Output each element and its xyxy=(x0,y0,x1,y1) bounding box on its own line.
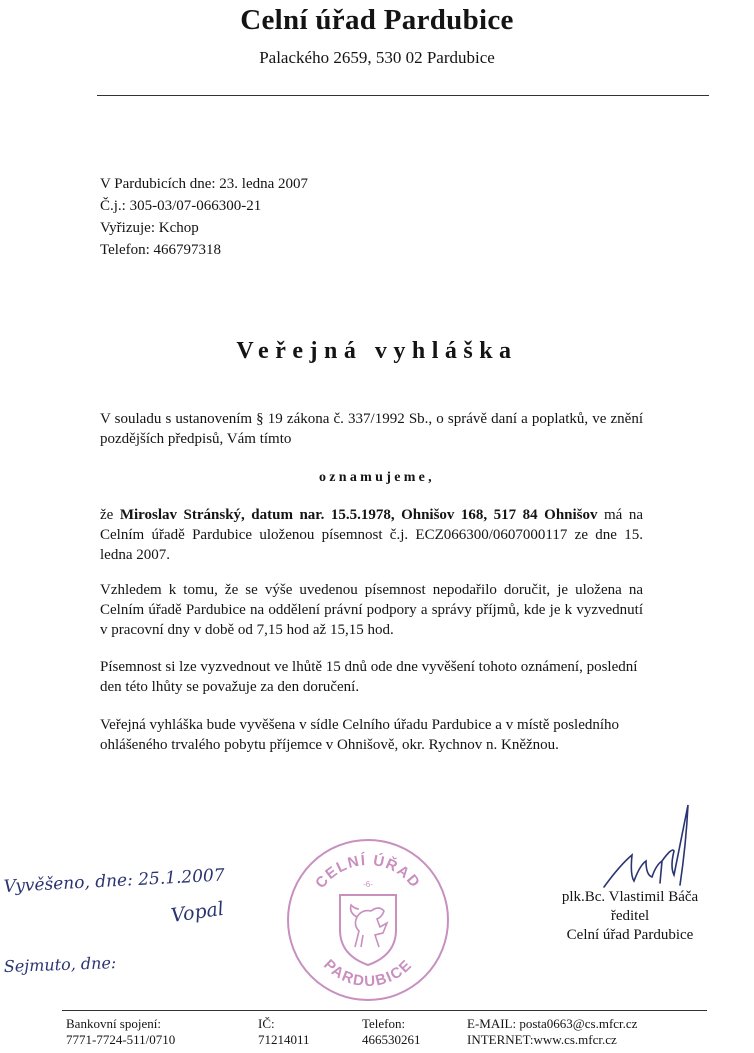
header-divider xyxy=(97,95,709,96)
signatory-role: ředitel xyxy=(610,908,650,924)
removed-date-note: Sejmuto, dne: xyxy=(3,953,117,976)
deadline-paragraph: Písemnost si lze vyzvednout ve lhůtě 15 dnů ode dne vyvěšení tohoto oznámení, poslední den této lhůty se považuje za den doručení. xyxy=(100,659,638,695)
office-address: Palackého 2659, 530 02 Pardubice xyxy=(259,48,495,67)
delivery-paragraph: Vzhledem k tomu, že se výše uvedenou písemnost nepodařilo doručit, je uložena na Celním úřadě Pardubice na oddělení právní podpory a správy příjmů, kde je k vyzvednutí v pracovní dny v době od 7,15 hod až 15,15 hod. xyxy=(100,582,643,638)
footer-email: E-MAIL: posta0663@cs.mfcr.cz xyxy=(467,1016,638,1031)
stamp-bottom-text: PARDUBICE xyxy=(320,956,416,991)
footer-phone-label: Telefon: xyxy=(362,1016,406,1031)
lion-emblem-icon xyxy=(340,895,396,965)
contact-phone: Telefon: 466797318 xyxy=(100,242,222,258)
notice-recipient: Miroslav Stránský, datum nar. 15.5.1978, Ohnišov 168, 517 84 Ohnišov xyxy=(119,507,598,523)
signatory-name: plk.Bc. Vlastimil Báča xyxy=(561,889,699,905)
footer-ic xyxy=(258,1016,310,1048)
stamp-number: -6- xyxy=(363,880,373,889)
bank-account: 7771-7724-511/0710 xyxy=(66,1032,176,1047)
footer-internet: INTERNET:www.cs.mfcr.cz xyxy=(467,1032,617,1047)
footer-phone-value: 466530261 xyxy=(362,1032,421,1047)
posted-date-note: Vyvěšeno, dne: 25.1.2007 xyxy=(3,865,226,897)
footer-phone xyxy=(362,1016,421,1048)
office-title: Celní úřad Pardubice xyxy=(240,4,514,36)
posted-initials: Vopal xyxy=(169,897,226,927)
handwritten-notes xyxy=(0,860,300,990)
notice-paragraph xyxy=(100,505,643,565)
intro-paragraph: V souladu s ustanovením § 19 zákona č. 337/1992 Sb., o správě daní a poplatků, ve znění pozdějších předpisů, Vám tímto xyxy=(100,411,643,447)
signatory-office: Celní úřad Pardubice xyxy=(566,927,694,943)
place-date: V Pardubicích dne: 23. ledna 2007 xyxy=(100,176,309,192)
ic-value: 71214011 xyxy=(258,1032,310,1047)
handled-by: Vyřizuje: Kchop xyxy=(100,220,199,236)
footer-bank xyxy=(66,1016,175,1048)
reference-number: Č.j.: 305-03/07-066300-21 xyxy=(100,198,262,214)
document-heading: Veřejná vyhláška xyxy=(236,338,518,364)
office-stamp xyxy=(283,835,453,1005)
posting-paragraph: Veřejná vyhláška bude vyvěšena v sídle Celního úřadu Pardubice a v místě posledního ohlášeného trvalého pobytu příjemce v Ohnišově, okr. Rychnov n. Kněžnou. xyxy=(100,717,620,753)
footer-divider xyxy=(62,1010,707,1011)
stamp-top-text: CELNÍ ÚŘAD xyxy=(312,851,424,892)
footer-contact xyxy=(467,1016,637,1048)
notice-prefix: že xyxy=(100,507,120,523)
announce-word: oznamujeme, xyxy=(318,470,435,485)
notice-suffix: má na Celním úřadě Pardubice uloženou písemnost č.j. ECZ066300/0607000117 ze dne 15. ledna 2007. xyxy=(100,507,643,563)
ic-label: IČ: xyxy=(258,1016,275,1031)
bank-label: Bankovní spojení: xyxy=(66,1016,161,1031)
